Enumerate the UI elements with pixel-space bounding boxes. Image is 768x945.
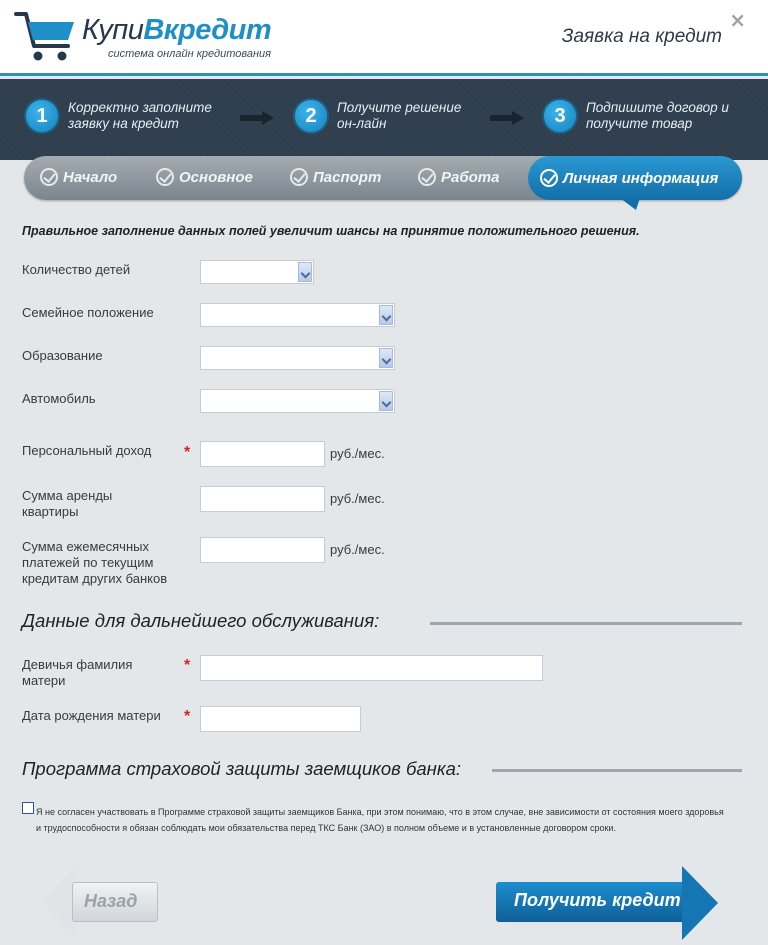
tab-main[interactable] xyxy=(156,168,253,186)
check-icon xyxy=(156,168,174,186)
step-number: 3 xyxy=(542,98,578,134)
back-button[interactable] xyxy=(42,866,162,938)
step-text: Получите решение он-лайн xyxy=(337,100,462,131)
income-unit: руб./мес. xyxy=(330,446,385,461)
page-title: Заявка на кредит xyxy=(561,26,722,47)
chevron-down-icon xyxy=(298,262,312,282)
arrow-left-icon xyxy=(42,866,76,938)
income-input[interactable] xyxy=(200,441,325,467)
tab-passport[interactable] xyxy=(290,168,381,186)
education-label: Образование xyxy=(22,348,103,363)
chevron-down-icon xyxy=(379,305,393,325)
insurance-consent-text: Я не согласен участвовать в Программе страховой защиты заемщиков Банка, при этом понимаю, что в этом случае, вне зависимости от состояния моего здоровья и трудоспособности я обязан соблюдать мои обязательства перед ТКС Банк (ЗАО) в полном объеме и в установленные договором сроки. xyxy=(36,807,724,833)
tab-pointer xyxy=(620,198,640,210)
car-select[interactable] xyxy=(200,389,395,413)
form-hint: Правильное заполнение данных полей увеличит шансы на принятие положительного решения. xyxy=(22,224,640,238)
marital-select[interactable] xyxy=(200,303,395,327)
tab-label: Работа xyxy=(441,168,500,186)
get-credit-button-label: Получить кредит xyxy=(514,890,681,910)
payments-input[interactable] xyxy=(200,537,325,563)
required-mark: * xyxy=(184,444,191,461)
tab-start[interactable] xyxy=(40,168,117,186)
rent-label: Сумма аренды квартиры xyxy=(22,488,113,519)
required-mark: * xyxy=(184,657,191,674)
steps-band xyxy=(0,79,768,160)
chevron-down-icon xyxy=(379,348,393,368)
check-icon xyxy=(418,168,436,186)
chevron-down-icon xyxy=(379,391,393,411)
payments-unit: руб./мес. xyxy=(330,542,385,557)
mother-birth-input[interactable] xyxy=(200,706,361,732)
check-icon xyxy=(40,168,58,186)
education-select[interactable] xyxy=(200,346,395,370)
cart-logo-icon xyxy=(14,8,80,66)
step-number: 1 xyxy=(24,98,60,134)
children-select[interactable] xyxy=(200,260,314,284)
tab-label: Начало xyxy=(63,168,118,186)
form-tabs xyxy=(24,156,742,200)
arrow-right-icon xyxy=(240,111,274,125)
tab-label: Личная информация xyxy=(563,169,719,187)
mother-maiden-input[interactable] xyxy=(200,655,543,681)
required-mark: * xyxy=(184,708,191,725)
marital-label: Семейное положение xyxy=(22,305,154,320)
logo-subtitle: система онлайн кредитования xyxy=(108,48,272,60)
logo-text xyxy=(82,14,271,46)
rent-unit: руб./мес. xyxy=(330,491,385,506)
get-credit-button[interactable] xyxy=(496,866,728,940)
rent-input[interactable] xyxy=(200,486,325,512)
header xyxy=(0,0,768,76)
close-icon[interactable]: × xyxy=(729,8,746,32)
check-icon xyxy=(290,168,308,186)
income-label: Персональный доход xyxy=(22,443,152,458)
back-button-label: Назад xyxy=(84,891,138,911)
tab-personal-info[interactable] xyxy=(528,156,742,200)
car-label: Автомобиль xyxy=(22,391,96,406)
mother-maiden-label: Девичья фамилия матери xyxy=(22,657,133,688)
insurance-section-title: Программа страховой защиты заемщиков банка: xyxy=(22,758,462,779)
tab-label: Основное xyxy=(179,168,253,186)
mother-birth-label: Дата рождения матери xyxy=(22,708,161,723)
step-number: 2 xyxy=(293,98,329,134)
step-text: Корректно заполните заявку на кредит xyxy=(68,100,212,131)
insurance-opt-out-checkbox[interactable] xyxy=(22,802,34,814)
step-text: Подпишите договор и получите товар xyxy=(586,100,729,131)
arrow-right-icon xyxy=(490,111,524,125)
tab-label: Паспорт xyxy=(313,168,382,186)
service-section-title: Данные для дальнейшего обслуживания: xyxy=(22,610,380,631)
section-divider xyxy=(492,769,742,772)
tab-work[interactable] xyxy=(418,168,499,186)
check-icon xyxy=(540,169,558,187)
children-label: Количество детей xyxy=(22,262,131,277)
section-divider xyxy=(430,622,742,625)
payments-label: Сумма ежемесячных платежей по текущим кредитам других банков xyxy=(22,539,168,586)
logo-text-part2: Вкредит xyxy=(143,14,272,46)
arrow-right-icon xyxy=(682,866,718,940)
logo-text-part1: Купи xyxy=(82,14,144,46)
